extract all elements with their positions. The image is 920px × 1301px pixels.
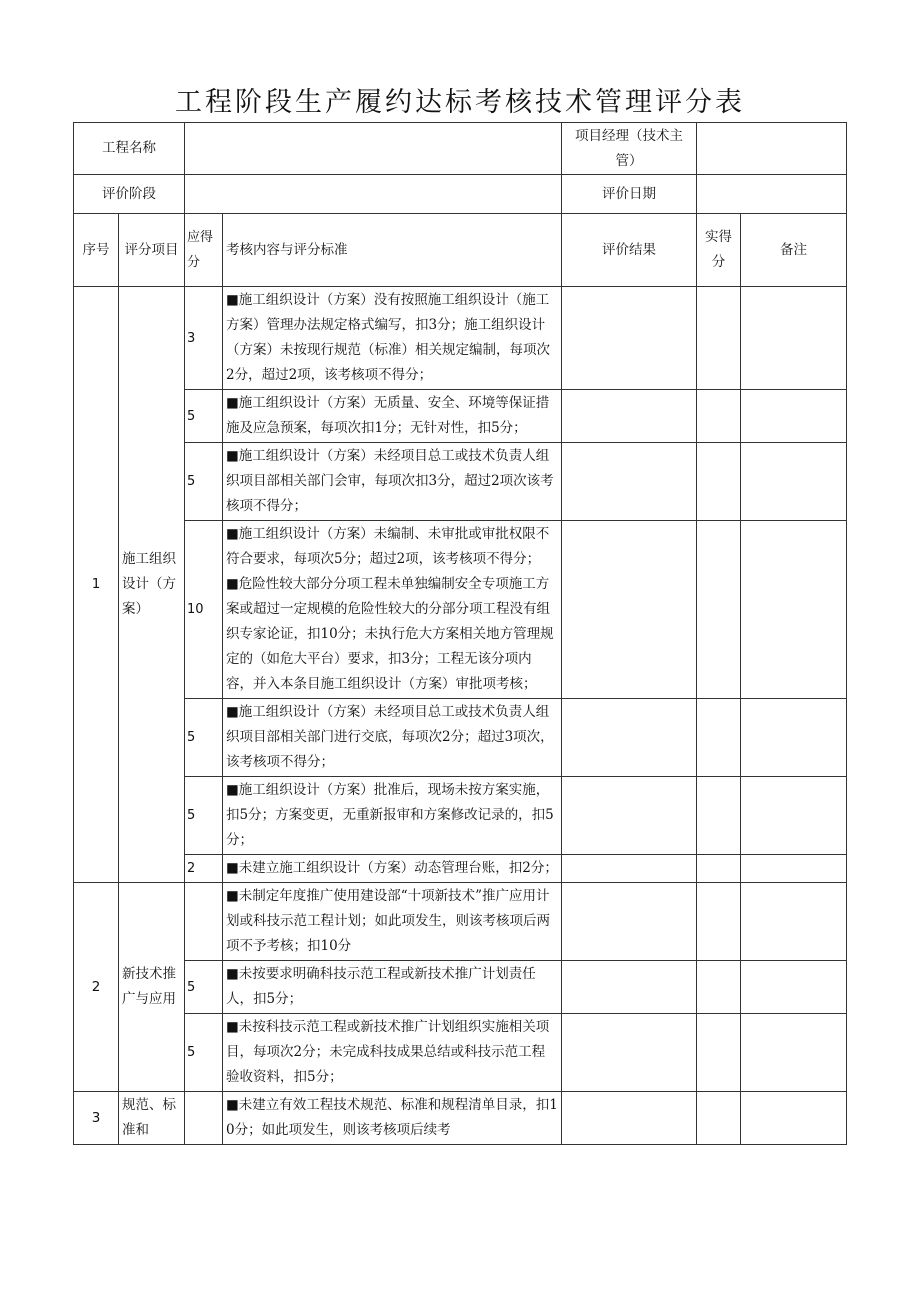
section-name: 新技术推广与应用 — [119, 883, 185, 1092]
actual-score-cell[interactable] — [697, 855, 741, 883]
result-cell[interactable] — [562, 883, 697, 961]
col-item: 评分项目 — [119, 214, 185, 287]
criteria-cell — [223, 443, 562, 521]
section-seq: 2 — [74, 883, 119, 1092]
remark-cell[interactable] — [741, 521, 847, 699]
criteria-item: ■施工组织设计（方案）无质量、安全、环境等保证措施及应急预案，每项次扣1分；无针对性，扣5分； — [226, 395, 550, 436]
table-row — [74, 961, 847, 1014]
points-cell: 5 — [185, 390, 223, 443]
remark-cell[interactable] — [741, 390, 847, 443]
evaluation-table — [73, 122, 847, 1145]
result-cell[interactable] — [562, 961, 697, 1014]
actual-score-cell[interactable] — [697, 521, 741, 699]
points-cell: 3 — [185, 287, 223, 390]
project-manager-value[interactable] — [697, 123, 847, 175]
result-cell[interactable] — [562, 1014, 697, 1092]
eval-date-value[interactable] — [697, 175, 847, 214]
table-row — [74, 390, 847, 443]
table-row — [74, 1092, 847, 1145]
points-cell — [185, 1092, 223, 1145]
criteria-cell — [223, 390, 562, 443]
actual-score-cell[interactable] — [697, 883, 741, 961]
col-result: 评价结果 — [562, 214, 697, 287]
table-row — [74, 883, 847, 961]
criteria-cell — [223, 699, 562, 777]
points-cell: 10 — [185, 521, 223, 699]
column-header-row — [74, 214, 847, 287]
criteria-cell — [223, 1092, 562, 1145]
result-cell[interactable] — [562, 443, 697, 521]
points-cell: 2 — [185, 855, 223, 883]
result-cell[interactable] — [562, 521, 697, 699]
points-cell — [185, 883, 223, 961]
result-cell[interactable] — [562, 287, 697, 390]
criteria-item: ■施工组织设计（方案）批准后，现场未按方案实施，扣5分；方案变更，无重新报审和方案修改记录的，扣5分； — [226, 782, 554, 848]
points-cell: 5 — [185, 961, 223, 1014]
actual-score-cell[interactable] — [697, 1092, 741, 1145]
criteria-item: ■未按要求明确科技示范工程或新技术推广计划责任人，扣5分； — [226, 966, 536, 1007]
col-seq: 序号 — [74, 214, 119, 287]
points-cell: 5 — [185, 1014, 223, 1092]
result-cell[interactable] — [562, 1092, 697, 1145]
criteria-item: ■未建立施工组织设计（方案）动态管理台账，扣2分； — [226, 860, 558, 876]
actual-score-cell[interactable] — [697, 443, 741, 521]
header-row-stage — [74, 175, 847, 214]
remark-cell[interactable] — [741, 1092, 847, 1145]
criteria-cell — [223, 777, 562, 855]
col-remark: 备注 — [741, 214, 847, 287]
page-title: 工程阶段生产履约达标考核技术管理评分表 — [175, 87, 745, 118]
section-seq: 3 — [74, 1092, 119, 1145]
project-name-label: 工程名称 — [74, 123, 185, 175]
criteria-cell — [223, 287, 562, 390]
project-name-value[interactable] — [185, 123, 562, 175]
criteria-cell — [223, 521, 562, 699]
section-seq: 1 — [74, 287, 119, 883]
table-row — [74, 855, 847, 883]
points-cell: 5 — [185, 777, 223, 855]
actual-score-cell[interactable] — [697, 961, 741, 1014]
table-row — [74, 699, 847, 777]
eval-stage-value[interactable] — [185, 175, 562, 214]
remark-cell[interactable] — [741, 961, 847, 1014]
table-row — [74, 521, 847, 699]
project-manager-label: 项目经理（技术主管） — [562, 123, 697, 175]
criteria-item: ■施工组织设计（方案）没有按照施工组织设计（施工方案）管理办法规定格式编写，扣3分；施工组织设计（方案）未按现行规范（标准）相关规定编制，每项次2分，超过2项，该考核项不得分； — [226, 292, 550, 383]
table-row — [74, 443, 847, 521]
actual-score-cell[interactable] — [697, 287, 741, 390]
actual-score-cell[interactable] — [697, 1014, 741, 1092]
table-row — [74, 777, 847, 855]
points-cell: 5 — [185, 699, 223, 777]
col-points: 应得分 — [185, 214, 223, 287]
remark-cell[interactable] — [741, 443, 847, 521]
criteria-cell — [223, 1014, 562, 1092]
criteria-cell — [223, 961, 562, 1014]
actual-score-cell[interactable] — [697, 699, 741, 777]
result-cell[interactable] — [562, 699, 697, 777]
actual-score-cell[interactable] — [697, 390, 741, 443]
table-row — [74, 287, 847, 390]
header-row-project — [74, 123, 847, 175]
criteria-item: ■危险性较大部分分项工程未单独编制安全专项施工方案或超过一定规模的危险性较大的分部分项工程没有组织专家论证，扣10分；未执行危大方案相关地方管理规定的（如危大平台）要求，扣3分；工程无该分项内容，并入本条目施工组织设计（方案）审批项考核； — [226, 576, 554, 692]
criteria-item: ■未制定年度推广使用建设部“十项新技术”推广应用计划或科技示范工程计划；如此项发生，则该考核项后两项不予考核；扣10分 — [226, 888, 550, 954]
table-row — [74, 1014, 847, 1092]
criteria-item: ■未建立有效工程技术规范、标准和规程清单目录，扣10分；如此项发生，则该考核项后续考 — [226, 1097, 558, 1138]
criteria-cell — [223, 883, 562, 961]
remark-cell[interactable] — [741, 777, 847, 855]
remark-cell[interactable] — [741, 855, 847, 883]
result-cell[interactable] — [562, 855, 697, 883]
remark-cell[interactable] — [741, 883, 847, 961]
section-name: 施工组织设计（方案） — [119, 287, 185, 883]
remark-cell[interactable] — [741, 287, 847, 390]
col-criteria: 考核内容与评分标准 — [223, 214, 562, 287]
actual-score-cell[interactable] — [697, 777, 741, 855]
eval-stage-label: 评价阶段 — [74, 175, 185, 214]
criteria-item: ■未按科技示范工程或新技术推广计划组织实施相关项目，每项次2分；未完成科技成果总结或科技示范工程验收资料，扣5分； — [226, 1019, 550, 1085]
criteria-item: ■施工组织设计（方案）未经项目总工或技术负责人组织项目部相关部门进行交底，每项次2分；超过3项次，该考核项不得分； — [226, 704, 554, 770]
points-cell: 5 — [185, 443, 223, 521]
remark-cell[interactable] — [741, 699, 847, 777]
criteria-cell — [223, 855, 562, 883]
col-actual: 实得分 — [697, 214, 741, 287]
result-cell[interactable] — [562, 390, 697, 443]
eval-date-label: 评价日期 — [562, 175, 697, 214]
remark-cell[interactable] — [741, 1014, 847, 1092]
criteria-item: ■施工组织设计（方案）未经项目总工或技术负责人组织项目部相关部门会审，每项次扣3分，超过2项次该考核项不得分； — [226, 448, 554, 514]
result-cell[interactable] — [562, 777, 697, 855]
section-name: 规范、标准和 — [119, 1092, 185, 1145]
criteria-item: ■施工组织设计（方案）未编制、未审批或审批权限不符合要求，每项次5分；超过2项，该考核项不得分； — [226, 526, 550, 567]
